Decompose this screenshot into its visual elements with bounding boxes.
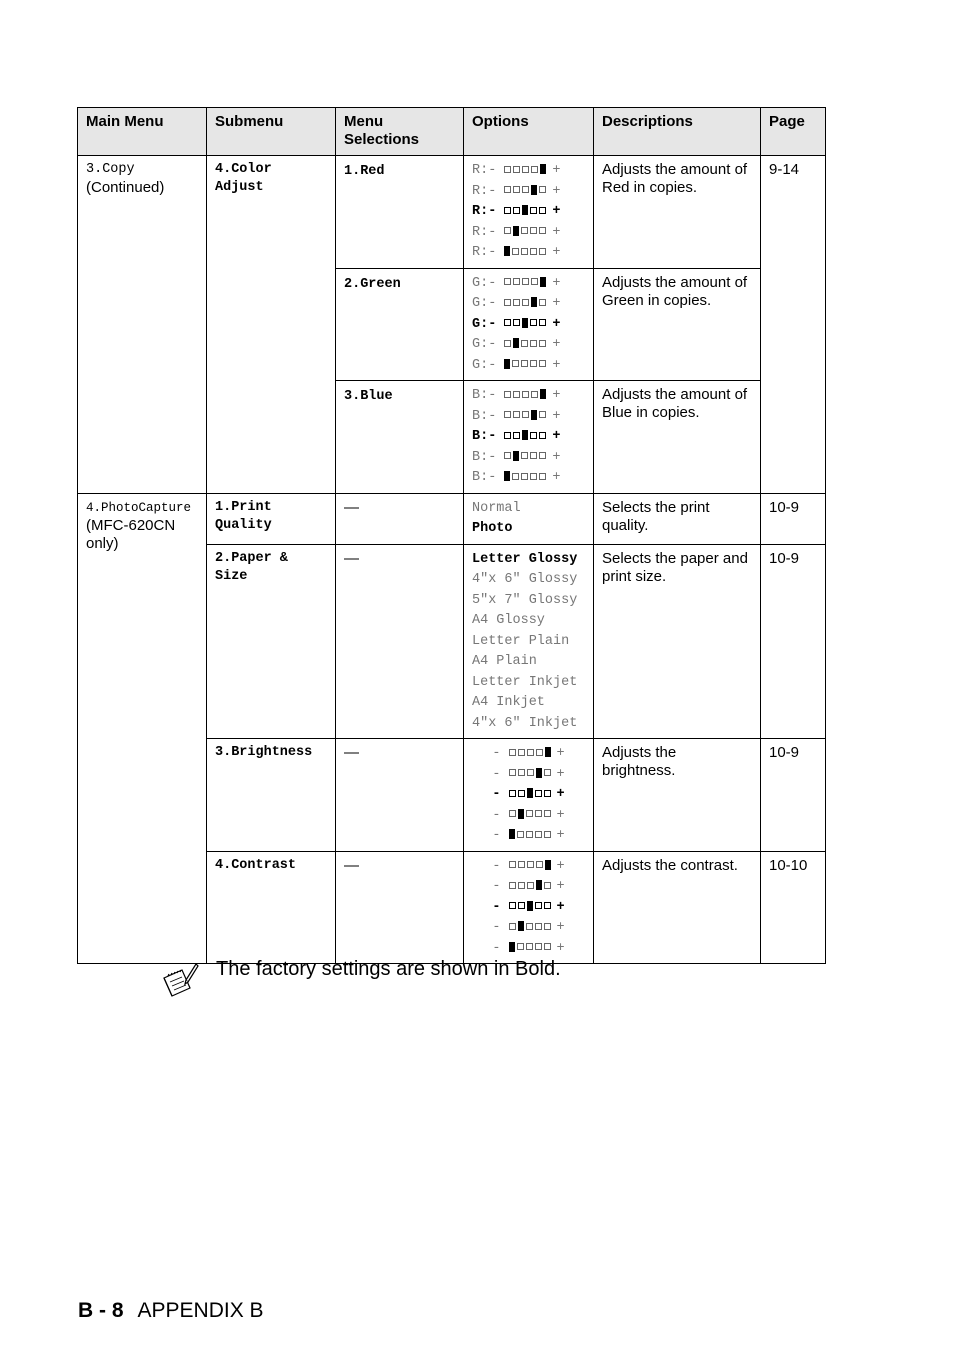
level-plus: + — [552, 357, 561, 373]
level-option — [472, 744, 585, 765]
level-box — [513, 278, 520, 285]
level-box — [527, 882, 534, 889]
level-box — [544, 831, 551, 838]
header-options: Options — [464, 108, 594, 156]
level-box — [518, 882, 525, 889]
level-prefix: - — [492, 858, 509, 874]
main-menu-note: (Continued) — [86, 179, 165, 196]
level-box — [504, 359, 510, 369]
header-submenu: Submenu — [207, 108, 336, 156]
header-page: Page — [761, 108, 826, 156]
level-box — [539, 452, 546, 459]
level-box — [527, 901, 533, 911]
level-box — [544, 769, 551, 776]
level-box — [518, 749, 525, 756]
page-cell: 9-14 — [761, 156, 826, 494]
level-box — [522, 318, 528, 328]
level-option — [472, 356, 585, 377]
main-menu-code: 3.Copy — [86, 162, 135, 177]
level-prefix: R:- — [472, 163, 505, 178]
level-box — [509, 902, 516, 909]
option-item: Letter Inkjet — [472, 674, 578, 690]
level-box — [526, 943, 533, 950]
level-box — [530, 248, 537, 255]
level-box — [531, 185, 537, 195]
level-box — [530, 227, 537, 234]
level-box — [530, 340, 537, 347]
page-cell: 10-9 — [761, 739, 826, 852]
main-menu-copy — [78, 156, 207, 494]
level-box — [540, 389, 546, 399]
level-box — [539, 319, 546, 326]
note-pad-icon — [160, 962, 200, 1007]
level-box — [513, 226, 519, 236]
level-prefix: - — [492, 766, 509, 782]
options-cell — [464, 544, 594, 739]
level-option — [472, 806, 585, 827]
level-box — [530, 207, 537, 214]
level-box — [522, 391, 529, 398]
level-prefix: - — [492, 920, 509, 935]
level-box — [509, 749, 516, 756]
submenu-cell — [207, 544, 336, 739]
level-box — [539, 186, 546, 193]
header-main-menu: Main Menu — [78, 108, 207, 156]
level-prefix: - — [492, 828, 509, 843]
level-box — [509, 769, 516, 776]
level-plus: + — [556, 766, 565, 782]
level-plus: + — [552, 275, 561, 291]
level-box — [544, 902, 551, 909]
level-box — [518, 769, 525, 776]
level-box — [509, 810, 516, 817]
level-box — [518, 809, 524, 819]
option-item: 4"x 6" Glossy — [472, 572, 578, 587]
options-cell — [464, 493, 594, 544]
submenu-label: 4.Contrast — [215, 857, 297, 873]
level-box — [522, 299, 529, 306]
level-box — [509, 942, 515, 952]
level-box — [513, 391, 520, 398]
level-box — [504, 391, 511, 398]
page-cell: 10-9 — [761, 544, 826, 739]
level-box — [521, 340, 528, 347]
level-box — [509, 790, 516, 797]
level-option — [472, 161, 585, 182]
main-menu-code: 4.PhotoCapture — [86, 500, 192, 515]
level-option — [472, 448, 585, 469]
level-box — [504, 227, 511, 234]
level-box — [539, 360, 546, 367]
selection-cell: — — [336, 493, 464, 544]
description-cell: Adjusts the amount of Red in copies. — [594, 156, 761, 269]
level-box — [531, 166, 538, 173]
level-box — [522, 166, 529, 173]
table-row — [78, 493, 826, 544]
selection-cell — [336, 156, 464, 269]
level-box — [512, 248, 519, 255]
level-plus: + — [552, 224, 561, 240]
level-box — [504, 319, 511, 326]
level-option — [472, 386, 585, 407]
level-box — [545, 860, 551, 870]
level-prefix: G:- — [472, 316, 505, 332]
selection-cell: — — [336, 739, 464, 852]
options-cell — [464, 381, 594, 494]
level-box — [535, 790, 542, 797]
level-box — [522, 278, 529, 285]
level-box — [504, 452, 511, 459]
level-box — [513, 186, 520, 193]
level-option — [472, 898, 585, 919]
level-box — [530, 360, 537, 367]
level-box — [539, 207, 546, 214]
option-item: A4 Glossy — [472, 613, 545, 628]
options-cell — [464, 739, 594, 852]
submenu-label: 4.Color Adjust — [215, 162, 272, 195]
option-item: A4 Inkjet — [472, 695, 545, 710]
option-item: Normal — [472, 500, 521, 516]
level-box — [504, 299, 511, 306]
level-box — [535, 831, 542, 838]
level-box — [544, 790, 551, 797]
level-box — [530, 319, 537, 326]
table-header-row — [78, 108, 826, 156]
level-plus: + — [552, 296, 561, 311]
level-box — [530, 432, 537, 439]
level-prefix: - — [492, 940, 509, 956]
description-cell: Adjusts the brightness. — [594, 739, 761, 852]
level-box — [539, 473, 546, 480]
description-cell: Adjusts the amount of Green in copies. — [594, 268, 761, 381]
level-option — [472, 182, 585, 203]
option-item: Photo — [472, 521, 513, 536]
level-box — [513, 166, 520, 173]
level-box — [504, 246, 510, 256]
level-plus: + — [556, 787, 565, 802]
level-plus: + — [556, 879, 565, 894]
level-box — [512, 360, 519, 367]
level-prefix: G:- — [472, 275, 505, 291]
selection-label: 3.Blue — [344, 389, 393, 404]
level-box — [539, 411, 546, 418]
settings-table — [77, 107, 826, 964]
level-box — [522, 205, 528, 215]
level-box — [539, 248, 546, 255]
level-box — [535, 810, 542, 817]
level-box — [518, 902, 525, 909]
level-prefix: G:- — [472, 296, 505, 311]
option-item: A4 Plain — [472, 654, 537, 669]
submenu-cell — [207, 851, 336, 964]
level-box — [509, 829, 515, 839]
level-box — [521, 248, 528, 255]
level-box — [513, 207, 520, 214]
level-box — [518, 861, 525, 868]
header-menu-selections: Menu Selections — [336, 108, 464, 156]
level-box — [527, 749, 534, 756]
level-prefix: - — [492, 879, 509, 894]
submenu-cell — [207, 739, 336, 852]
selection-cell — [336, 381, 464, 494]
level-prefix: R:- — [472, 204, 505, 219]
level-plus: + — [552, 245, 561, 260]
level-box — [517, 943, 524, 950]
level-box — [527, 861, 534, 868]
level-plus: + — [556, 746, 565, 761]
level-box — [504, 411, 511, 418]
table-row — [78, 156, 826, 269]
note-text: The factory settings are shown in Bold. — [216, 958, 561, 980]
level-option — [472, 468, 585, 489]
level-box — [540, 164, 546, 174]
level-box — [527, 769, 534, 776]
selection-label: 1.Red — [344, 164, 385, 179]
level-box — [536, 749, 543, 756]
level-option — [472, 407, 585, 428]
level-box — [509, 861, 516, 868]
level-plus: + — [552, 449, 561, 465]
level-box — [531, 278, 538, 285]
level-box — [544, 810, 551, 817]
selection-cell — [336, 268, 464, 381]
options-cell — [464, 851, 594, 964]
level-prefix: B:- — [472, 388, 505, 403]
level-box — [504, 207, 511, 214]
level-prefix: R:- — [472, 224, 505, 240]
level-box — [536, 861, 543, 868]
page-number: B - 8 — [78, 1299, 124, 1322]
level-prefix: R:- — [472, 183, 505, 199]
level-box — [526, 923, 533, 930]
level-prefix: - — [492, 807, 509, 823]
level-plus: + — [552, 337, 561, 352]
options-cell — [464, 156, 594, 269]
level-box — [513, 319, 520, 326]
level-plus: + — [552, 204, 561, 219]
level-box — [522, 186, 529, 193]
level-box — [504, 471, 510, 481]
level-box — [509, 923, 516, 930]
level-box — [539, 340, 546, 347]
level-box — [531, 391, 538, 398]
level-box — [504, 278, 511, 285]
level-prefix: R:- — [472, 245, 505, 260]
level-box — [531, 410, 537, 420]
level-option — [472, 335, 585, 356]
level-box — [536, 880, 542, 890]
level-box — [504, 166, 511, 173]
level-prefix: - — [492, 787, 509, 802]
option-item: Letter Plain — [472, 633, 570, 649]
level-box — [522, 411, 529, 418]
level-option — [472, 939, 585, 960]
submenu-color-adjust — [207, 156, 336, 494]
level-option — [472, 857, 585, 878]
level-plus: + — [556, 940, 565, 956]
level-box — [540, 277, 546, 287]
level-box — [536, 768, 542, 778]
level-option — [472, 202, 585, 223]
submenu-label: 2.Paper & Size — [215, 550, 288, 584]
level-box — [544, 943, 551, 950]
level-box — [518, 790, 525, 797]
option-item: 4"x 6" Inkjet — [472, 715, 578, 731]
level-box — [504, 186, 511, 193]
level-option — [472, 223, 585, 244]
level-option — [472, 765, 585, 786]
description-cell: Adjusts the amount of Blue in copies. — [594, 381, 761, 494]
level-box — [531, 297, 537, 307]
level-box — [513, 432, 520, 439]
level-box — [521, 473, 528, 480]
page-cell: 10-9 — [761, 493, 826, 544]
level-box — [544, 882, 551, 889]
level-box — [513, 411, 520, 418]
selection-cell: — — [336, 851, 464, 964]
level-box — [512, 473, 519, 480]
level-box — [545, 747, 551, 757]
level-plus: + — [552, 316, 561, 332]
level-plus: + — [552, 388, 561, 403]
level-box — [535, 943, 542, 950]
level-box — [521, 360, 528, 367]
main-menu-photocapture — [78, 493, 207, 964]
level-box — [526, 810, 533, 817]
level-plus: + — [552, 429, 561, 444]
level-prefix: - — [492, 899, 509, 915]
description-cell: Selects the print quality. — [594, 493, 761, 544]
level-option — [472, 785, 585, 806]
level-plus: + — [552, 470, 561, 485]
section-title: APPENDIX B — [137, 1299, 264, 1322]
level-option — [472, 294, 585, 315]
level-plus: + — [556, 807, 565, 823]
description-cell: Adjusts the contrast. — [594, 851, 761, 964]
level-plus: + — [556, 828, 565, 843]
option-item: Letter Glossy — [472, 551, 578, 567]
main-menu-note: (MFC-620CN only) — [86, 516, 176, 552]
level-option — [472, 877, 585, 898]
level-box — [544, 923, 551, 930]
level-box — [530, 452, 537, 459]
level-box — [522, 430, 528, 440]
level-prefix: G:- — [472, 337, 505, 352]
level-box — [539, 299, 546, 306]
level-option — [472, 274, 585, 295]
level-plus: + — [552, 163, 561, 178]
selection-cell: — — [336, 544, 464, 739]
level-box — [539, 432, 546, 439]
page-cell: 10-10 — [761, 851, 826, 964]
level-box — [521, 227, 528, 234]
level-box — [539, 227, 546, 234]
level-box — [521, 452, 528, 459]
level-option — [472, 315, 585, 336]
level-box — [526, 831, 533, 838]
page-footer — [78, 1299, 264, 1323]
selection-label: 2.Green — [344, 276, 401, 292]
level-box — [504, 340, 511, 347]
level-box — [535, 923, 542, 930]
level-prefix: B:- — [472, 408, 505, 424]
level-box — [527, 788, 533, 798]
level-box — [530, 473, 537, 480]
level-plus: + — [552, 183, 561, 199]
level-box — [513, 299, 520, 306]
level-option — [472, 427, 585, 448]
level-option — [472, 243, 585, 264]
level-box — [513, 451, 519, 461]
level-box — [535, 902, 542, 909]
level-plus: + — [552, 408, 561, 424]
option-item: 5"x 7" Glossy — [472, 592, 578, 608]
level-prefix: - — [492, 746, 509, 761]
level-box — [509, 882, 516, 889]
submenu-label: 3.Brightness — [215, 745, 313, 760]
level-plus: + — [556, 920, 565, 935]
level-prefix: B:- — [472, 449, 505, 465]
level-box — [513, 338, 519, 348]
level-prefix: B:- — [472, 429, 505, 444]
level-option — [472, 826, 585, 847]
level-plus: + — [556, 899, 565, 915]
level-prefix: G:- — [472, 357, 505, 373]
description-cell: Selects the paper and print size. — [594, 544, 761, 739]
options-cell — [464, 268, 594, 381]
submenu-label: 1.Print Quality — [215, 499, 272, 533]
level-box — [504, 432, 511, 439]
header-descriptions: Descriptions — [594, 108, 761, 156]
level-prefix: B:- — [472, 470, 505, 485]
level-box — [517, 831, 524, 838]
level-plus: + — [556, 858, 565, 874]
level-box — [518, 921, 524, 931]
level-option — [472, 918, 585, 939]
submenu-cell — [207, 493, 336, 544]
